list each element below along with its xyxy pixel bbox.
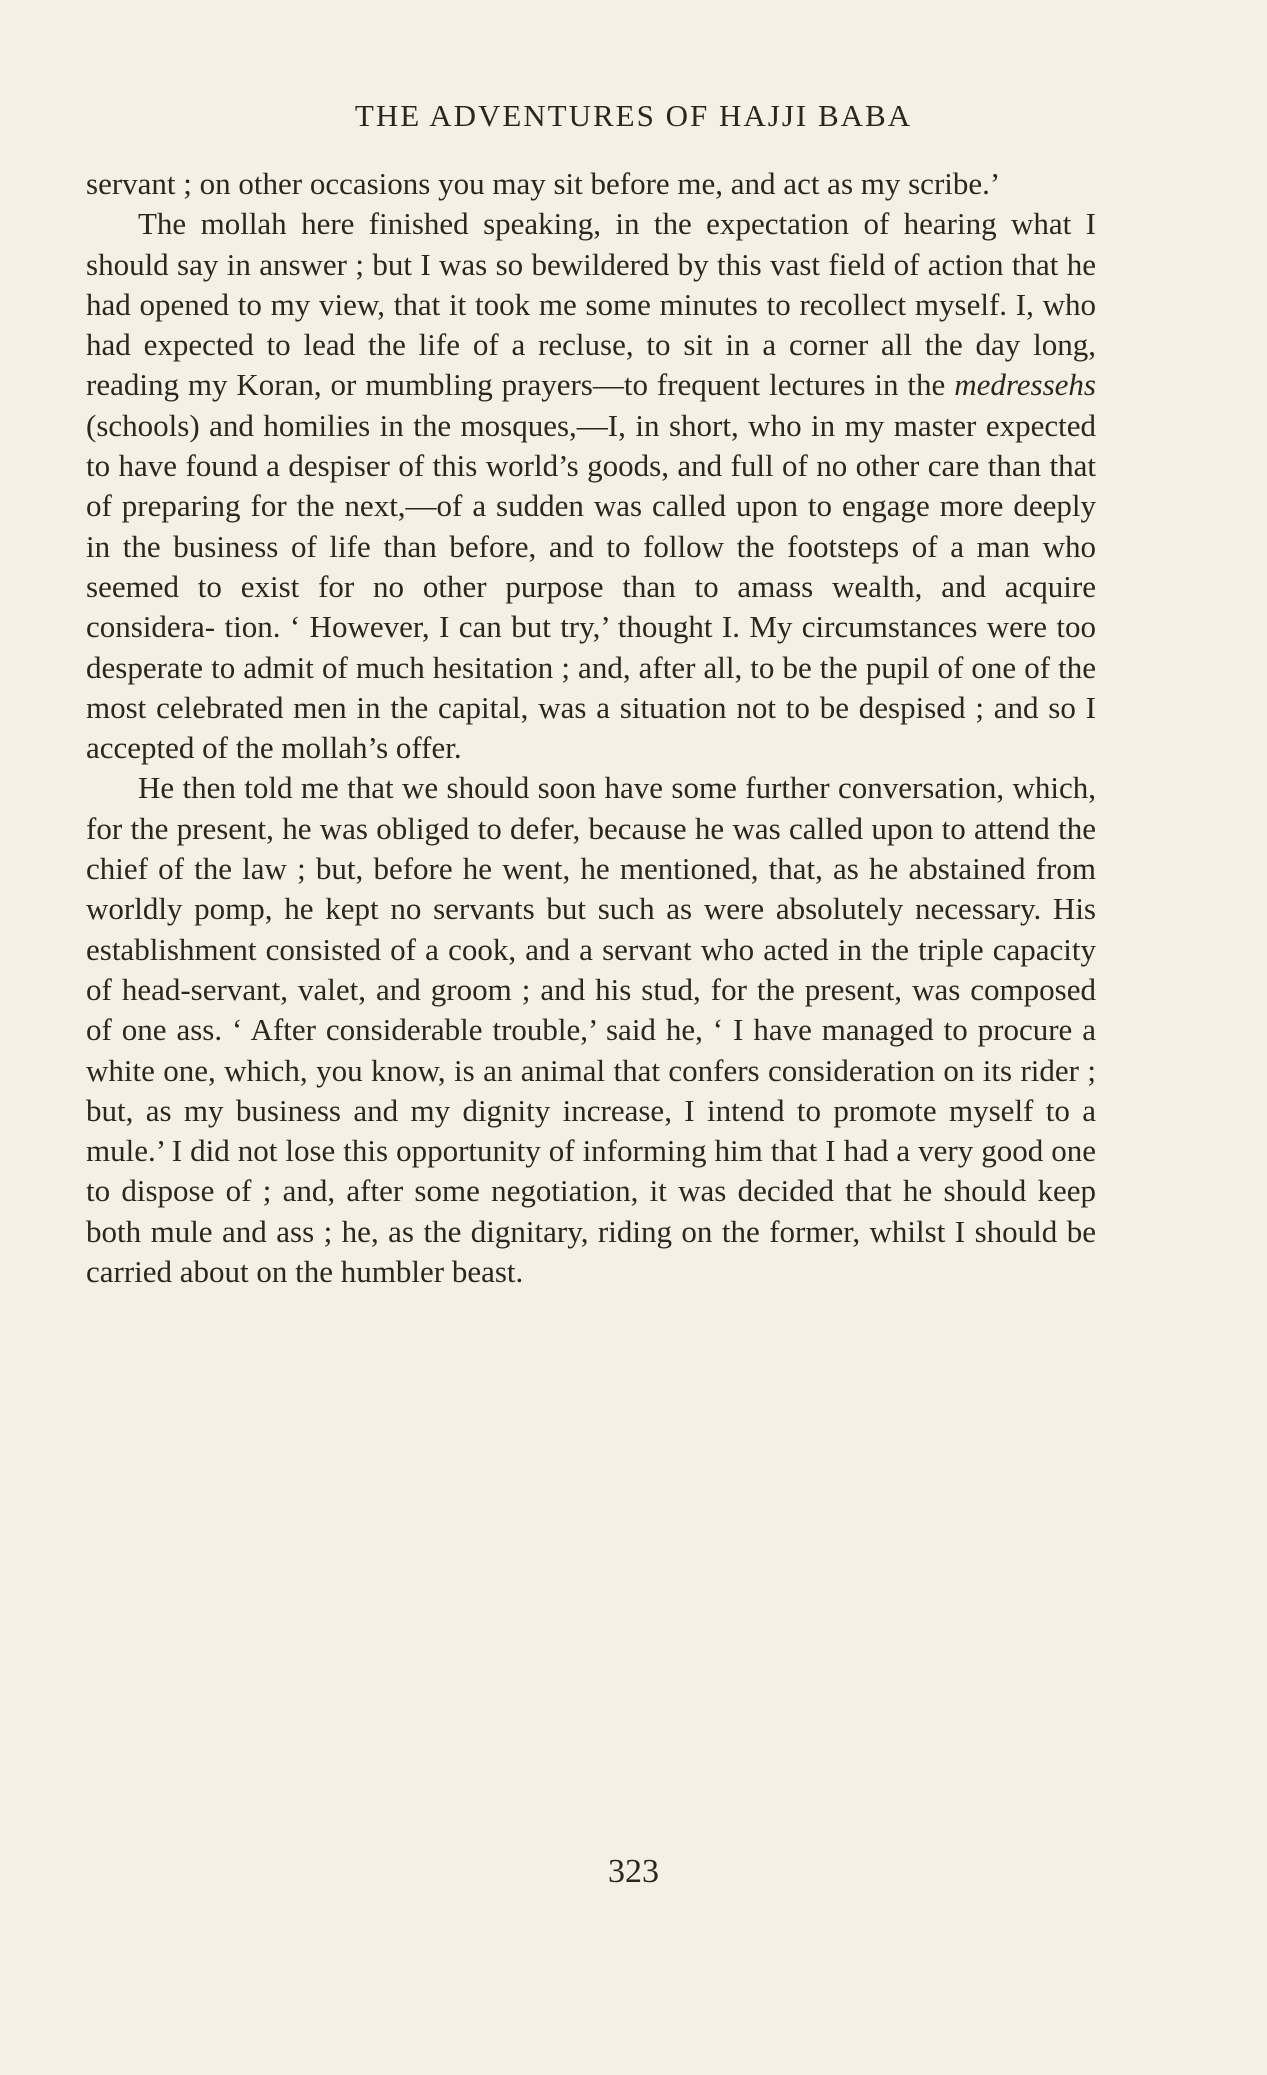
body-text	[86, 164, 1096, 1292]
paragraph-further-conversation: He then told me that we should soon have some further conversation, which, for the present, he was obliged to defer, because he was called upon to attend the chief of the law ; but, before he went, he mentioned, that, as he abstained from worldly pomp, he kept no servants but such as were absolutely necessary. His establishment consisted of a cook, and a servant who acted in the triple capacity of head-servant, valet, and groom ; and his stud, for the present, was composed of one ass. ‘ After considerable trouble,’ said he, ‘ I have managed to procure a white one, which, you know, is an animal that confers consideration on its rider ; but, as my business and my dignity increase, I intend to promote myself to a mule.’ I did not lose this opportunity of informing him that I had a very good one to dispose of ; and, after some negotiation, it was decided that he should keep both mule and ass ; he, as the dignitary, riding on the former, whilst I should be carried about on the humbler beast.	[86, 770, 1096, 1290]
paragraph-mollah-finished	[86, 204, 1096, 768]
italic-term-medressehs: medressehs	[954, 367, 1096, 403]
running-head: THE ADVENTURES OF HAJJI BABA	[354, 98, 913, 133]
paragraph-text-part: The mollah here finished speaking, in the expectation of hearing what I should say in answer ; but I was so bewildered by this vast field of action that he had opened to my view, that it took me some minutes to recollect myself. I, who had expected to lead the life of a recluse, to sit in a corner all the day long, reading my Koran, or mumbling prayers—to frequent lectures in the	[86, 206, 1096, 403]
paragraph-continuation: servant ; on other occasions you may sit before me, and act as my scribe.’	[86, 166, 1001, 201]
paragraph-text-part: (schools) and homilies in the mosques,—I, in short, who in my master expected to have found a despiser of this world’s goods, and full of no other care than that of preparing for the next,—of a sudden was called upon to engage more deeply in the business of life than before, and to follow the footsteps of a man who seemed to exist for no other purpose than to amass wealth, and acquire considera- tion. ‘ However, I can but try,’ thought I. My circumstances were too desperate to admit of much hesitation ; and, after all, to be the pupil of one of the most celebrated men in the capital, was a situation not to be despised ; and so I accepted of the mollah’s offer.	[86, 407, 1096, 766]
page-number: 323	[608, 1853, 659, 1890]
